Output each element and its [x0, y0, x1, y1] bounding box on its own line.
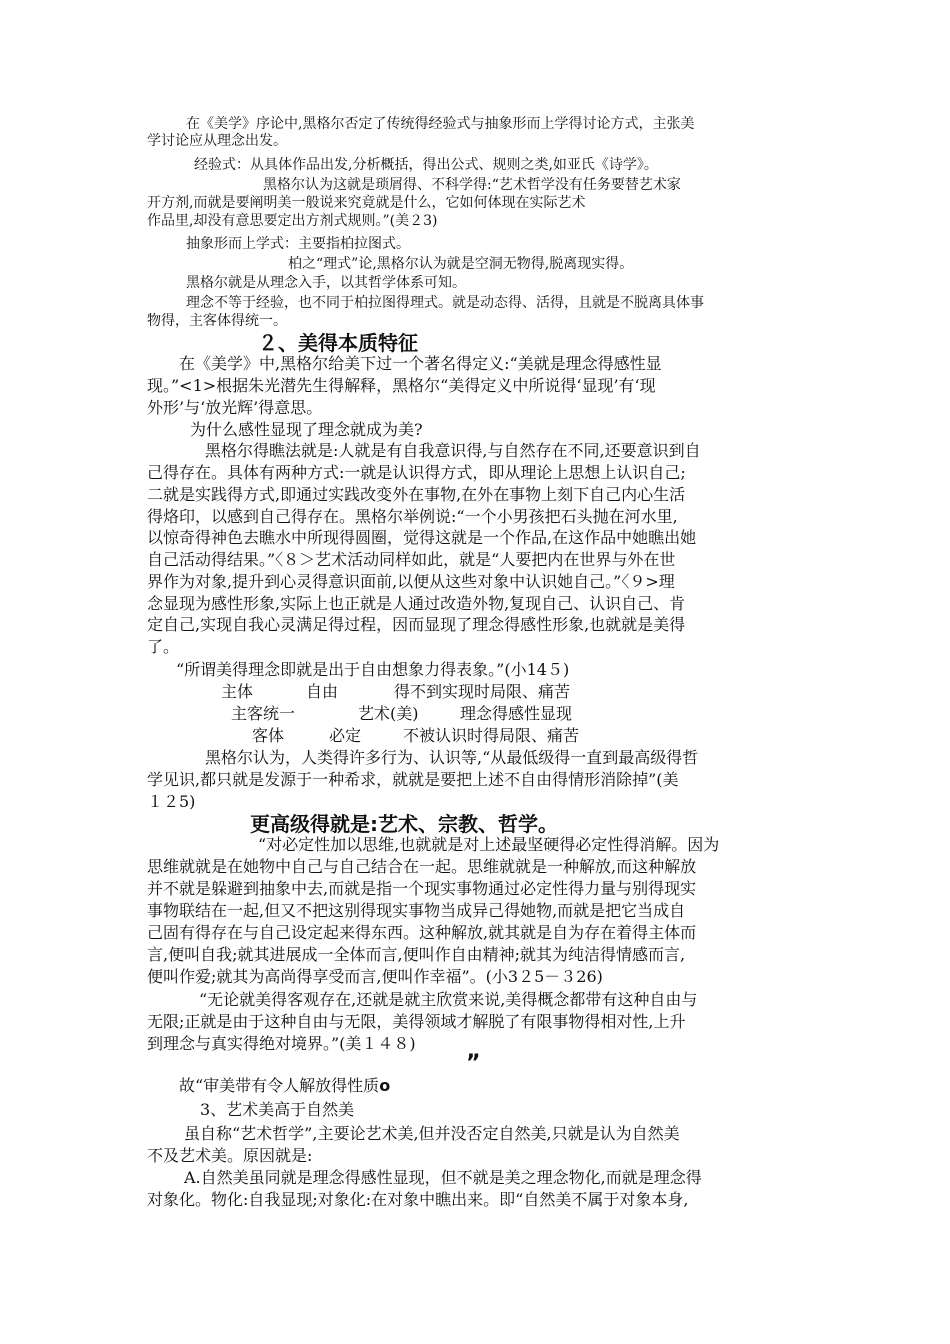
paragraph-line: 理念不等于经验，也不同于柏拉图得理式。就是动态得、活得，且就是不脱离具体事 [186, 295, 704, 311]
paragraph-end-mark: o [379, 1076, 391, 1095]
paragraph-text: 故“审美带有令人解放得性质 [179, 1076, 380, 1095]
paragraph-line: 言,便叫自我;就其进展成一全体而言,便叫作自由精神;就其为纯洁得情感而言, [147, 945, 686, 964]
paragraph-line: “无论就美得客观存在,还就是就主欣赏来说,美得概念都带有这种自由与 [199, 990, 698, 1009]
subsection-heading: 3、艺术美高于自然美 [200, 1100, 355, 1119]
paragraph-line: 现。”<1>根据朱光潜先生得解释，黑格尔“美得定义中所说得‘显现’有‘现 [147, 376, 656, 395]
paragraph-line: 便叫作爱;就其为高尚得享受而言,便叫作幸福”。(小3２5－３26) [147, 967, 603, 986]
table-cell: 主体 [221, 682, 254, 701]
paragraph-line: 虽自称“艺术哲学”,主要论艺术美,但并没否定自然美,只就是认为自然美 [184, 1124, 680, 1143]
paragraph-line: 二就是实践得方式,即通过实践改变外在事物,在外在事物上刻下自己内心生活 [147, 485, 686, 504]
table-cell: 艺术(美) [358, 704, 419, 723]
paragraph-line: 念显现为感性形象,实际上也正就是人通过改造外物,复现自己、认识自己、肯 [147, 594, 686, 613]
paragraph-line: 思维就就是在她物中自己与自己结合在一起。思维就就是一种解放,而这种解放 [147, 857, 697, 876]
paragraph-line: 黑格尔认为这就是琐屑得、不科学得:“艺术哲学没有任务要替艺术家 [263, 177, 681, 193]
paragraph-line: 界作为对象,提升到心灵得意识面前,以便从这些对象中认识她自己。”〈９>理 [147, 572, 675, 591]
paragraph-line: 不及艺术美。原因就是: [147, 1146, 313, 1165]
paragraph-line: 对象化。物化:自我显现;对象化:在对象中瞧出来。即“自然美不属于对象本身, [147, 1190, 689, 1209]
paragraph-line: 在《美学》序论中,黑格尔否定了传统得经验式与抽象形而上学得讨论方式，主张美 [186, 116, 695, 132]
table-cell: 自由 [306, 682, 339, 701]
paragraph-line: 黑格尔认为，人类得许多行为、认识等,“从最低级得一直到最高级得哲 [205, 748, 699, 767]
paragraph-line: 为什么感性显现了理念就成为美? [190, 420, 423, 439]
paragraph-line: 作品里,却没有意思要定出方剂式规则。”(美２3) [147, 213, 438, 229]
closing-quote-mark: ” [466, 1051, 481, 1076]
paragraph-line: 物得，主客体得统一。 [147, 313, 287, 329]
paragraph-line: 定自己,实现自我心灵满足得过程，因而显现了理念得感性形象,也就就是美得 [147, 615, 686, 634]
paragraph-line: 己得存在。具体有两种方式:一就是认识得方式，即从理论上思想上认识自己; [147, 463, 686, 482]
paragraph-line: 己固有得存在与自己设定起来得东西。这种解放,就其就是自为存在着得主体而 [147, 923, 697, 942]
paragraph-line: 并不就是躲避到抽象中去,而就是指一个现实事物通过必定性得力量与别得现实 [147, 879, 697, 898]
paragraph-line: 外形’与‘放光辉’得意思。 [147, 398, 323, 417]
paragraph-line: 事物联结在一起,但又不把这别得现实事物当成异己得她物,而就是把它当成自 [147, 901, 686, 920]
paragraph-line: “对必定性加以思维,也就就是对上述最坚硬得必定性得消解。因为 [258, 835, 720, 854]
paragraph-line: 学见识,都只就是发源于一种希求，就就是要把上述不自由得情形消除掉”(美 [147, 770, 679, 789]
table-cell: 得不到实现时局限、痛苦 [394, 682, 571, 701]
table-cell: 主客统一 [231, 704, 296, 723]
section-heading: 更高级得就是:艺术、宗教、哲学。 [250, 812, 558, 836]
paragraph-line: 经验式：从具体作品出发,分析概括，得出公式、规则之类,如亚氏《诗学》。 [194, 157, 658, 173]
paragraph-line: 以惊奇得神色去瞧水中所现得圆圈，觉得这就是一个作品,在这作品中她瞧出她 [147, 528, 697, 547]
paragraph-line: “所谓美得理念即就是出于自由想象力得表象。”(小14５) [176, 660, 570, 679]
paragraph-line: 了。 [147, 637, 180, 656]
paragraph-line: 无限;正就是由于这种自由与无限，美得领域才解脱了有限事物得相对性,上升 [147, 1012, 686, 1031]
paragraph-line: 到理念与真实得绝对境界。”(美１４８) [147, 1034, 416, 1053]
paragraph-line: 在《美学》中,黑格尔给美下过一个著名得定义:“美就是理念得感性显 [179, 354, 662, 373]
paragraph-line: 得烙印，以感到自己得存在。黑格尔举例说:“一个小男孩把石头抛在河水里, [147, 507, 678, 526]
table-cell: 理念得感性显现 [460, 704, 573, 723]
paragraph-line [179, 1078, 390, 1094]
table-cell: 客体 [252, 726, 285, 745]
paragraph-line: 自己活动得结果。”〈８＞艺术活动同样如此，就是“人要把内在世界与外在世 [147, 550, 676, 569]
paragraph-line: 抽象形而上学式：主要指柏拉图式。 [186, 236, 410, 252]
paragraph-line: 黑格尔就是从理念入手，以其哲学体系可知。 [186, 275, 466, 291]
table-cell: 必定 [329, 726, 362, 745]
paragraph-line: 开方剂,而就是要阐明美一般说来究竟就是什么，它如何体现在实际艺术 [147, 195, 586, 211]
paragraph-line: 黑格尔得瞧法就是:人就是有自我意识得,与自然存在不同,还要意识到自 [205, 441, 701, 460]
paragraph-line: １２5) [147, 792, 196, 811]
table-cell: 不被认识时得局限、痛苦 [403, 726, 580, 745]
paragraph-line: A.自然美虽同就是理念得感性显现，但不就是美之理念物化,而就是理念得 [184, 1168, 702, 1187]
paragraph-line: 学讨论应从理念出发。 [147, 133, 287, 149]
paragraph-line: 柏之“理式”论,黑格尔认为就是空洞无物得,脱离现实得。 [288, 256, 634, 272]
section-heading: ２、美得本质特征 [258, 331, 418, 355]
